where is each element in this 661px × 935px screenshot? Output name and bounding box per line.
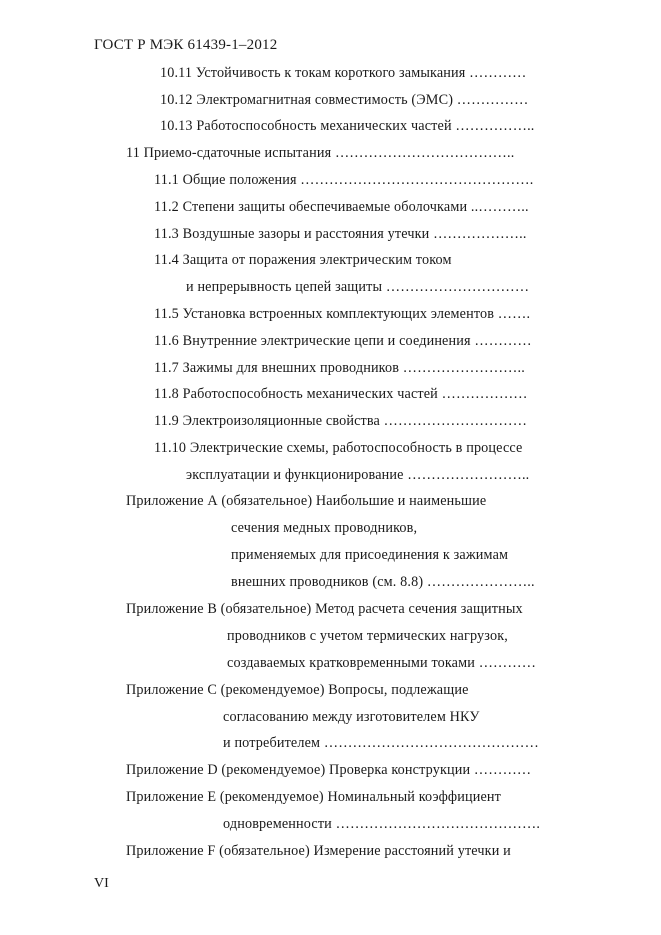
toc-entry: 11.6 Внутренние электрические цепи и соединения ………… bbox=[154, 333, 532, 349]
toc-appendix-entry: Приложение D (рекомендуемое) Проверка конструкции ………… bbox=[126, 762, 532, 778]
toc-entry: 11.8 Работоспособность механических частей ……………… bbox=[154, 386, 528, 402]
toc-entry-continuation: и потребителем ……………………………………… bbox=[223, 735, 539, 751]
toc-entry-continuation: одновременности ……………………………………. bbox=[223, 816, 541, 832]
page-number: VI bbox=[94, 876, 109, 891]
toc-entry-continuation: и непрерывность цепей защиты ………………………… bbox=[186, 279, 530, 295]
toc-appendix-entry: Приложение А (обязательное) Наибольшие и наименьшие bbox=[126, 493, 487, 509]
toc-entry: 11.10 Электрические схемы, работоспособность в процессе bbox=[154, 440, 523, 456]
toc-entry: 10.12 Электромагнитная совместимость (ЭМС) …………… bbox=[160, 92, 529, 108]
toc-entry: 11.4 Защита от поражения электрическим током bbox=[154, 252, 452, 268]
toc-entry: 11.7 Зажимы для внешних проводников …………………….. bbox=[154, 360, 525, 376]
toc-entry: 11.2 Степени защиты обеспечиваемые оболочками ..……….. bbox=[154, 199, 529, 215]
toc-entry-continuation: применяемых для присоединения к зажимам bbox=[231, 547, 509, 563]
toc-entry: 10.13 Работоспособность механических частей …………….. bbox=[160, 118, 535, 134]
toc-entry: 11 Приемо-сдаточные испытания ……………………………….. bbox=[126, 145, 515, 161]
toc-entry: 11.5 Установка встроенных комплектующих элементов ……. bbox=[154, 306, 531, 322]
page-header: ГОСТ Р МЭК 61439-1–2012 bbox=[94, 37, 278, 53]
toc-entry-continuation: согласованию между изготовителем НКУ bbox=[223, 709, 480, 725]
toc-appendix-entry: Приложение F (обязательное) Измерение расстояний утечки и bbox=[126, 843, 511, 859]
toc-appendix-entry: Приложение Е (рекомендуемое) Номинальный коэффициент bbox=[126, 789, 502, 805]
toc-entry-continuation: сечения медных проводников, bbox=[231, 520, 418, 536]
toc-appendix-entry: Приложение С (рекомендуемое) Вопросы, подлежащие bbox=[126, 682, 469, 698]
toc-entry-continuation: проводников с учетом термических нагрузок, bbox=[227, 628, 508, 644]
toc-appendix-entry: Приложение В (обязательное) Метод расчета сечения защитных bbox=[126, 601, 523, 617]
toc-entry: 11.3 Воздушные зазоры и расстояния утечки ……………….. bbox=[154, 226, 527, 242]
toc-entry: 11.9 Электроизоляционные свойства ………………………… bbox=[154, 413, 528, 429]
toc-entry: 10.11 Устойчивость к токам короткого замыкания ………… bbox=[160, 65, 527, 81]
toc-entry-continuation: внешних проводников (см. 8.8) ………………….. bbox=[231, 574, 535, 590]
toc-entry-continuation: эксплуатации и функционирование …………………….. bbox=[186, 467, 530, 483]
toc-entry-continuation: создаваемых кратковременными токами ………… bbox=[227, 655, 537, 671]
toc-entry: 11.1 Общие положения …………………………………………. bbox=[154, 172, 534, 188]
